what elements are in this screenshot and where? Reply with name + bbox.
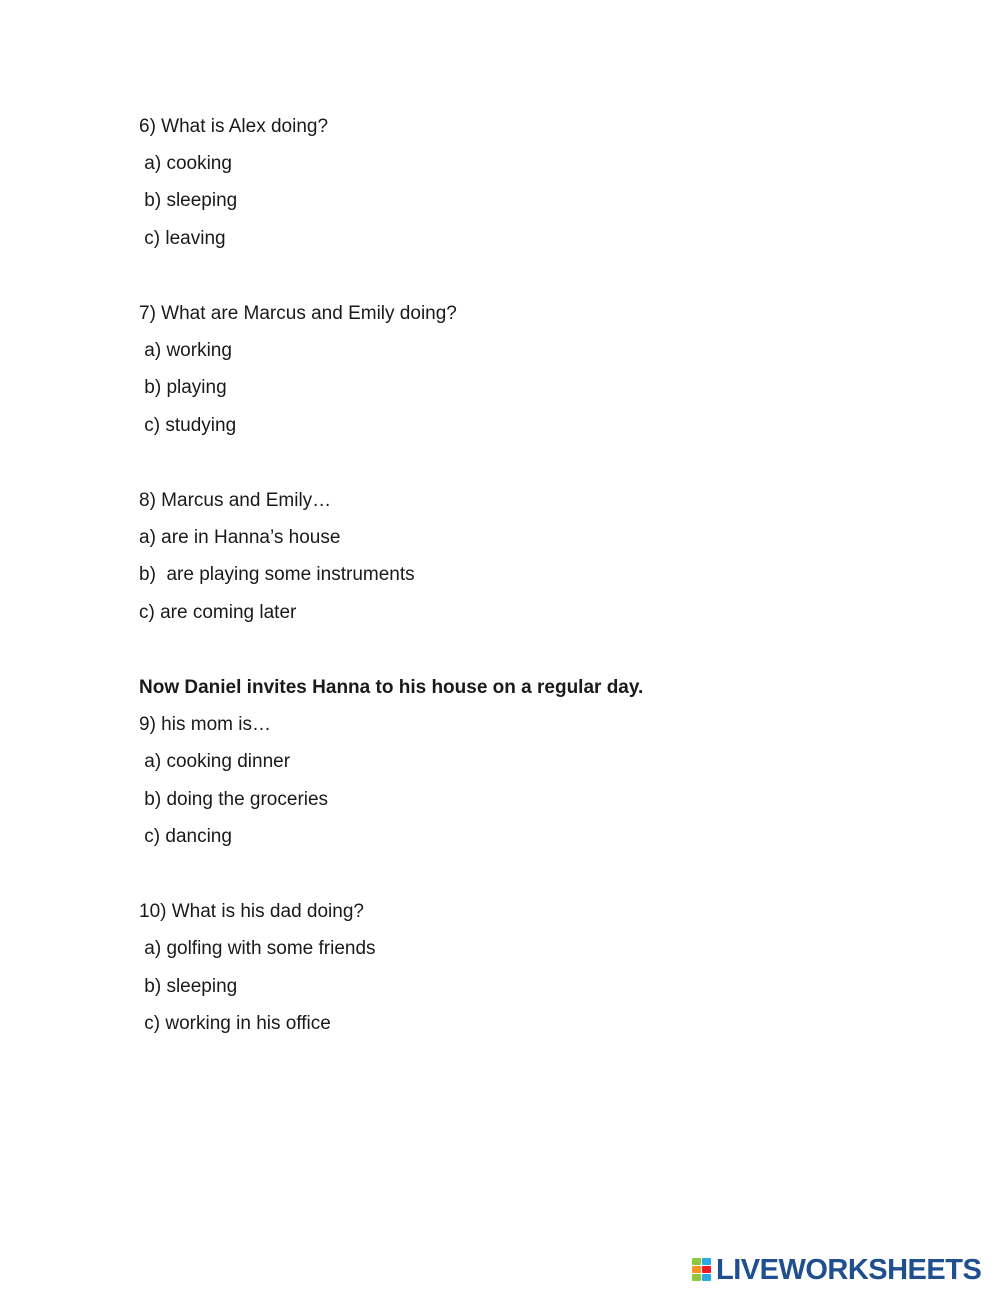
question-8-option-a[interactable]: a) are in Hanna’s house [139,527,341,548]
logo-text: LIVEWORKSHEETS [716,1254,982,1286]
question-8-option-c[interactable]: c) are coming later [139,602,297,623]
liveworksheets-logo [692,1254,981,1286]
question-6: 6) What is Alex doing? [139,116,329,137]
question-7-option-b[interactable]: b) playing [139,377,227,398]
question-9-option-a[interactable]: a) cooking dinner [139,751,291,772]
question-9: 9) his mom is… [139,714,271,735]
logo-tile [702,1274,711,1281]
question-6-option-c[interactable]: c) leaving [139,228,226,249]
question-10-option-b[interactable]: b) sleeping [139,976,238,997]
question-7-option-a[interactable]: a) working [139,340,232,361]
logo-tile [702,1266,711,1273]
question-10-option-a[interactable]: a) golfing with some friends [139,938,376,959]
logo-tile [692,1274,701,1281]
logo-mark-icon [692,1258,712,1282]
logo-tile [692,1266,701,1273]
question-6-option-b[interactable]: b) sleeping [139,190,238,211]
question-10: 10) What is his dad doing? [139,901,364,922]
question-7-option-c[interactable]: c) studying [139,415,237,436]
logo-tile [702,1258,711,1265]
question-6-option-a[interactable]: a) cooking [139,153,232,174]
section-heading: Now Daniel invites Hanna to his house on a regular day. [139,677,644,698]
question-8: 8) Marcus and Emily… [139,490,332,511]
question-9-option-b[interactable]: b) doing the groceries [139,789,329,810]
logo-tile [692,1258,701,1265]
question-8-option-b[interactable]: b) are playing some instruments [139,564,415,585]
question-10-option-c[interactable]: c) working in his office [139,1013,331,1034]
question-9-option-c[interactable]: c) dancing [139,826,232,847]
question-7: 7) What are Marcus and Emily doing? [139,303,457,324]
